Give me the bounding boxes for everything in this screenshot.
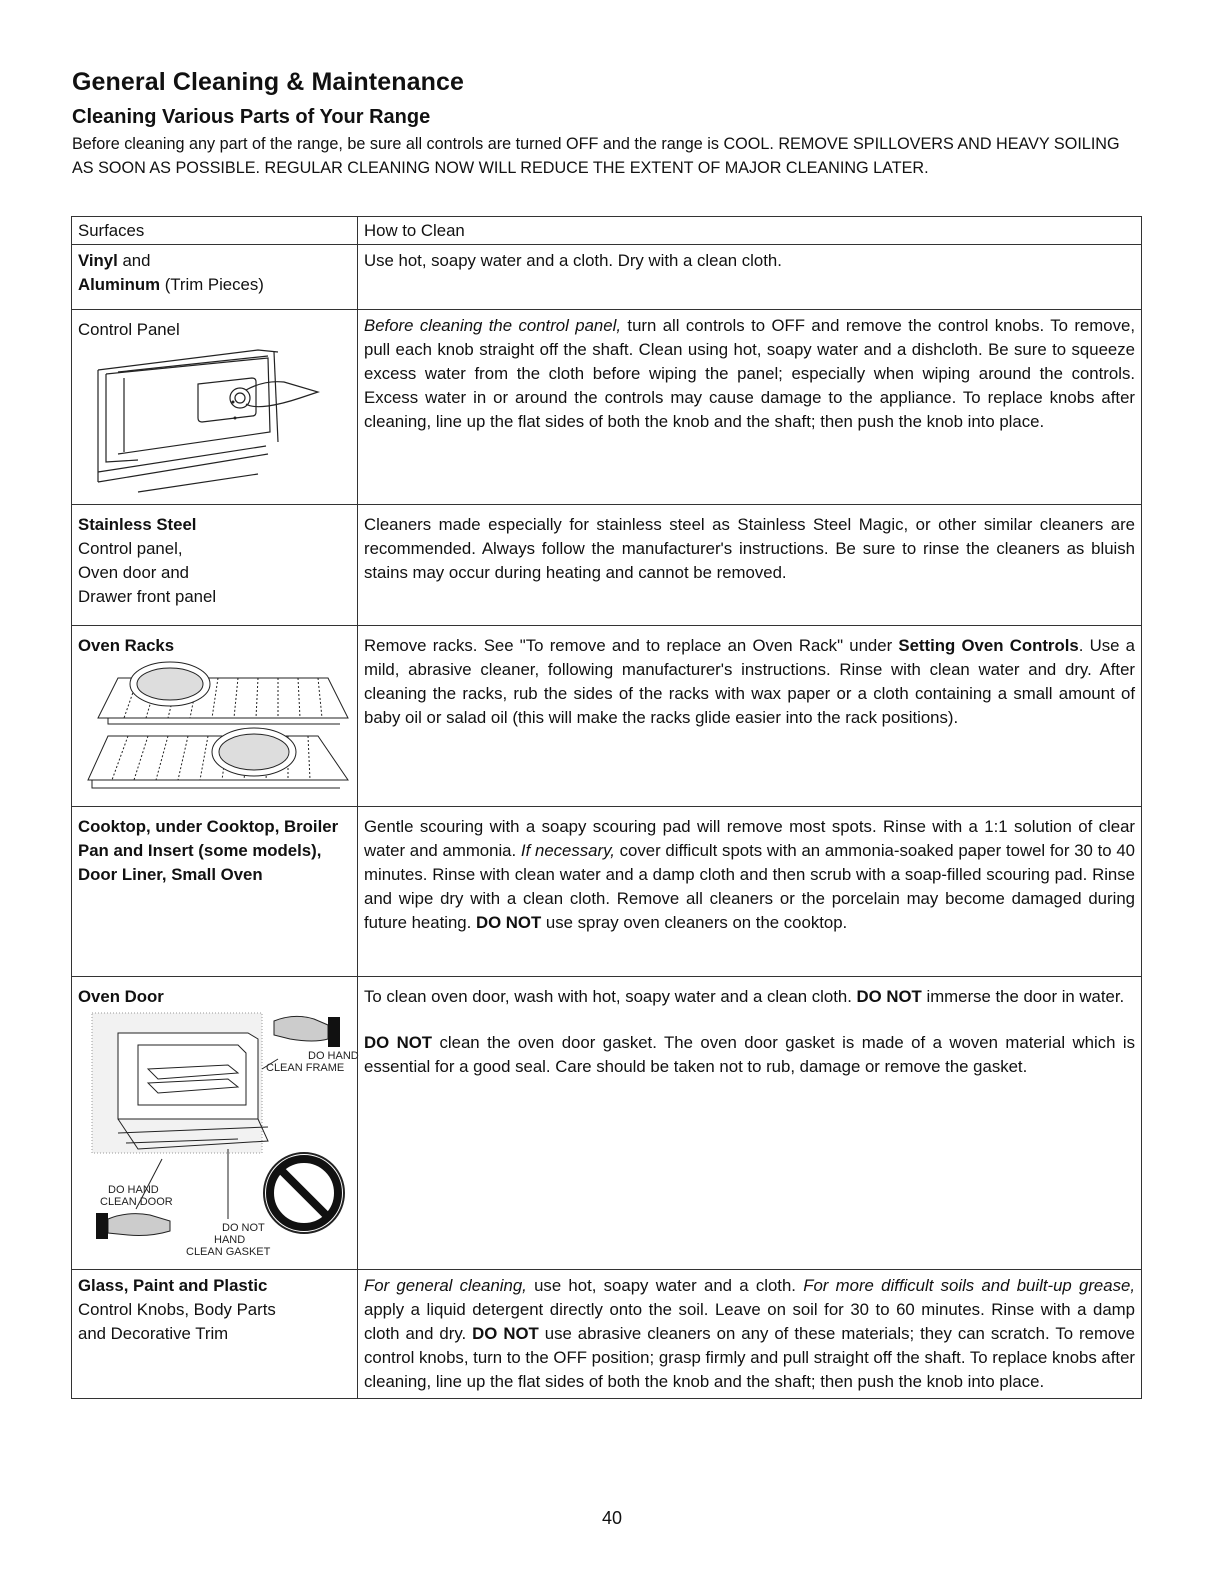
surface-title: Control Panel bbox=[78, 320, 180, 339]
surface-glass bbox=[72, 1270, 358, 1399]
bold-text: DO NOT bbox=[364, 1033, 433, 1052]
body-text: To clean oven door, wash with hot, soapy water and a clean cloth. bbox=[364, 987, 857, 1006]
body-text: use hot, soapy water and a cloth. bbox=[526, 1276, 804, 1295]
header-how-to-clean: How to Clean bbox=[358, 217, 1142, 245]
label-gasket-3: CLEAN GASKET bbox=[186, 1246, 271, 1258]
surface-line: Drawer front panel bbox=[78, 587, 217, 606]
label-gasket-1: DO NOT bbox=[222, 1222, 265, 1234]
body-text: Gentle scouring with a soapy scouring pad will remove most spots. Rinse with a 1:1 solution of clear water and ammonia. bbox=[364, 817, 1135, 860]
table-row bbox=[72, 505, 1142, 626]
table-row bbox=[72, 977, 1142, 1270]
surface-title: Stainless Steel bbox=[78, 515, 197, 534]
table-row bbox=[72, 1270, 1142, 1399]
surface-stainless bbox=[72, 505, 358, 626]
oven-racks-illustration bbox=[78, 658, 348, 798]
body-text: turn all controls to OFF and remove the control knobs. To remove, pull each knob straight off the shaft. Clean using hot, soapy water and a dishcloth. Be sure to squeeze excess water from the cloth before wiping the panel; especially when wiping around the controls. Excess water in or around the controls may cause damage to the appliance. To replace knobs after cleaning, line up the flat sides of both the knob and the shaft; then push the knob into place. bbox=[364, 316, 1135, 431]
how-oven-door bbox=[358, 977, 1142, 1270]
intro-text: Before cleaning any part of the range, be sure all controls are turned OFF and the range is COOL. REMOVE SPILLOVERS AND HEAVY SOILING AS SOON AS POSSIBLE. REGULAR CLEANING NOW WILL REDUCE THE EXTENT OF MAJOR CLEANING LATER. bbox=[72, 135, 1120, 177]
how-oven-racks bbox=[358, 626, 1142, 807]
how-stainless: Cleaners made especially for stainless steel as Stainless Steel Magic, or other similar cleaners are recommended. Always follow the manufacturer's instructions. Be sure to rinse the cleaners as bluish stains may occur during heating and cannot be removed. bbox=[358, 505, 1142, 626]
italic-text: For more difficult soils and built-up grease, bbox=[803, 1276, 1135, 1295]
body-text: . Use a mild, abrasive cleaner, following manufacturer's instructions. Rinse with clean water and dry. After cleaning the racks, rub the sides of the racks with wax paper or a cloth containing a small amount of baby oil or salad oil (this will make the racks glide easier into the rack positions). bbox=[364, 636, 1135, 727]
surface-title: Glass, Paint and Plastic bbox=[78, 1276, 268, 1295]
surface-title: Cooktop, under Cooktop, Broiler Pan and Insert (some models), Door Liner, Small Oven bbox=[78, 817, 339, 884]
label-gasket-2: HAND bbox=[214, 1234, 246, 1246]
how-glass bbox=[358, 1270, 1142, 1399]
body-text: immerse the door in water. bbox=[921, 987, 1125, 1006]
table-row bbox=[72, 245, 1142, 310]
surface-cooktop bbox=[72, 807, 358, 977]
door-paragraph-2 bbox=[364, 1031, 1135, 1079]
label-frame-2: CLEAN FRAME bbox=[266, 1062, 345, 1074]
label-door-2: CLEAN DOOR bbox=[100, 1196, 173, 1208]
body-text: use spray oven cleaners on the cooktop. bbox=[541, 913, 848, 932]
table-row bbox=[72, 807, 1142, 977]
body-text: apply a liquid detergent directly onto the soil. Leave on soil for 30 to 60 minutes. Rinse with a damp cloth and dry. bbox=[364, 1300, 1135, 1343]
control-panel-illustration bbox=[78, 342, 338, 500]
italic-text: For general cleaning, bbox=[364, 1276, 527, 1295]
header-surfaces: Surfaces bbox=[72, 217, 358, 245]
page-title: General Cleaning & Maintenance bbox=[72, 68, 464, 96]
table-row bbox=[72, 310, 1142, 505]
table-row bbox=[72, 626, 1142, 807]
surface-title: Oven Racks bbox=[78, 636, 175, 655]
surface-line: and Decorative Trim bbox=[78, 1324, 229, 1343]
label-frame-1: DO HAND bbox=[308, 1050, 359, 1062]
surface-text: (Trim Pieces) bbox=[160, 275, 264, 294]
surface-line: Control panel, bbox=[78, 539, 183, 558]
page-number: 40 bbox=[601, 1508, 623, 1528]
how-cooktop bbox=[358, 807, 1142, 977]
bold-text: DO NOT bbox=[475, 913, 542, 932]
bold-text: Setting Oven Controls bbox=[898, 636, 1079, 655]
oven-door-illustration bbox=[78, 1009, 359, 1265]
surface-control-panel bbox=[72, 310, 358, 505]
how-vinyl: Use hot, soapy water and a cloth. Dry with a clean cloth. bbox=[358, 245, 1142, 310]
bold-text: DO NOT bbox=[856, 987, 922, 1006]
surface-oven-door bbox=[72, 977, 358, 1270]
body-text: Remove racks. See "To remove and to replace an Oven Rack" under bbox=[364, 636, 899, 655]
surface-title: Oven Door bbox=[78, 987, 164, 1006]
body-text: use abrasive cleaners on any of these materials; they can scratch. To remove control knobs, turn to the OFF position; grasp firmly and pull straight off the shaft. To replace knobs after cleaning, line up the flat sides of both the knob and the shaft; then push the knob into place. bbox=[364, 1324, 1135, 1391]
section-title: Cleaning Various Parts of Your Range bbox=[72, 106, 431, 128]
bold-text: DO NOT bbox=[472, 1324, 539, 1343]
door-paragraph-1 bbox=[364, 985, 1135, 1009]
body-text: cover difficult spots with an ammonia-soaked paper towel for 30 to 40 minutes. Rinse with clean water and a damp cloth and then scrub with a soap-filled scouring pad. Rinse and wipe dry with a clean cloth. Remove all cleaners or the porcelain may become damaged during future heating. bbox=[364, 841, 1135, 932]
surface-text: and bbox=[117, 251, 151, 270]
italic-text: Before cleaning the control panel, bbox=[364, 316, 621, 335]
body-text: clean the oven door gasket. The oven door gasket is made of a woven material which is essential for a good seal. Care should be taken not to rub, damage or remove the gasket. bbox=[364, 1033, 1135, 1076]
surface-vinyl bbox=[72, 245, 358, 310]
label-door-1: DO HAND bbox=[108, 1184, 159, 1196]
how-control-panel bbox=[358, 310, 1142, 505]
surface-bold: Vinyl bbox=[78, 251, 118, 270]
table-header-row bbox=[72, 217, 1142, 245]
surface-oven-racks bbox=[72, 626, 358, 807]
cleaning-table bbox=[71, 216, 1142, 1399]
surface-bold: Aluminum bbox=[78, 275, 161, 294]
italic-text: If necessary, bbox=[520, 841, 615, 860]
surface-line: Control Knobs, Body Parts bbox=[78, 1300, 276, 1319]
surface-line: Oven door and bbox=[78, 563, 190, 582]
